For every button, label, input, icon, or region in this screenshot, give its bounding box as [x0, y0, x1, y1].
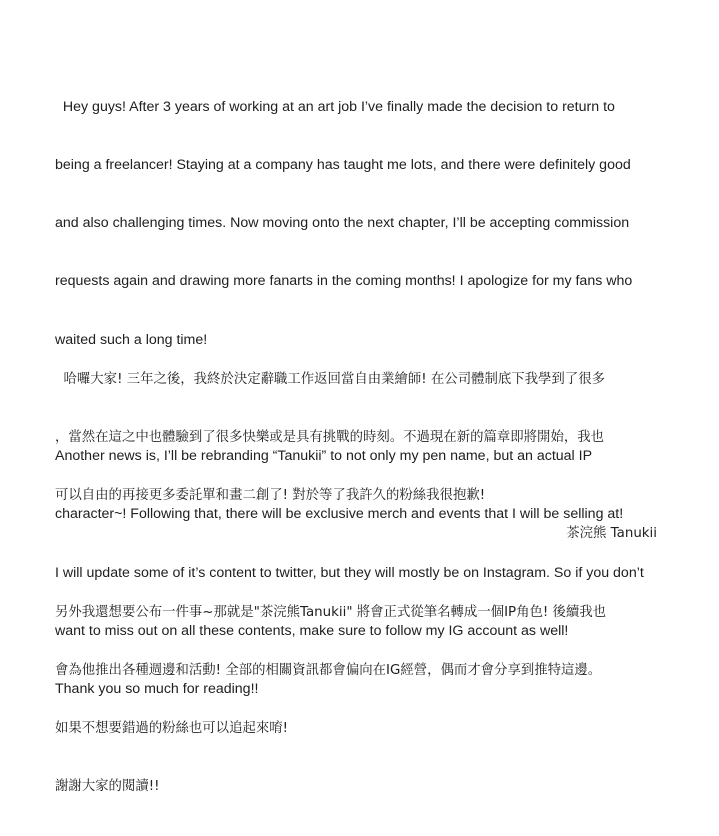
english-line: want to miss out on all these contents, make sure to follow my IG account as well!: [55, 622, 569, 639]
english-line: I will update some of it’s content to twitter, but they will mostly be on Instagram. So if you don’t: [55, 564, 644, 581]
chinese-paragraph-2: [55, 564, 665, 836]
english-line: requests again and drawing more fanarts in the coming months! I apologize for my fans who: [55, 273, 633, 290]
english-line: Hey guys! After 3 years of working at an art job I’ve finally made the decision to return to: [55, 98, 615, 115]
signature: 茶浣熊 Tanukii: [566, 526, 657, 541]
chinese-line: 如果不想要錯過的粉絲也可以追起來唷!: [55, 721, 289, 737]
chinese-paragraph-1: [55, 331, 665, 544]
chinese-line: 哈囉大家! 三年之後，我終於決定辭職工作返回當自由業繪師! 在公司體制底下我學到了很多: [55, 371, 605, 387]
english-line: waited such a long time!: [55, 331, 208, 348]
chinese-line: 可以自由的再接更多委託單和畫二創了! 對於等了我許久的粉絲我很抱歉!: [55, 488, 486, 504]
english-line: being a freelancer! Staying at a company has taught me lots, and there were definitely good: [55, 157, 631, 174]
chinese-line: ，當然在這之中也體驗到了很多快樂或是具有挑戰的時刻。不過現在新的篇章即將開始，我也: [55, 430, 605, 446]
paragraph-spacer: [55, 544, 665, 563]
chinese-line: 會為他推出各種週邊和活動! 全部的相關資訊都會偏向在IG經營，偶而才會分享到推特這邊。: [55, 662, 602, 678]
english-line: character~! Following that, there will be exclusive merch and events that I will be selling at!: [55, 506, 624, 523]
chinese-announcement: [55, 331, 665, 836]
english-line: Another news is, I’ll be rebranding “Tanukii” to not only my pen name, but an actual IP: [55, 448, 593, 465]
chinese-line: 謝謝大家的閱讀!!: [55, 779, 160, 795]
chinese-line: 另外我還想要公布一件事~那就是"茶浣熊Tanukii" 將會正式從筆名轉成一個IP角色! 後續我也: [55, 604, 607, 620]
english-line: and also challenging times. Now moving onto the next chapter, I’ll be accepting commission: [55, 215, 630, 232]
english-line: Thank you so much for reading!!: [55, 680, 259, 697]
